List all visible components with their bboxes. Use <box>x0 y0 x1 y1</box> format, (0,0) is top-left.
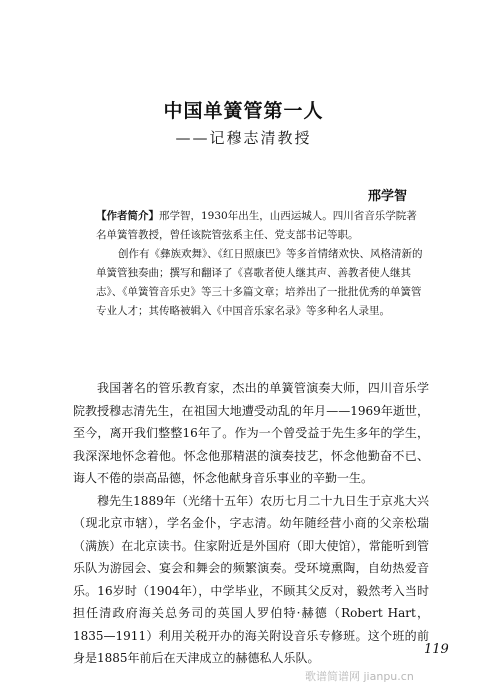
intro-paragraph-1 <box>96 207 424 245</box>
author-name: 邢学智 <box>367 189 407 204</box>
article-title: 中国单簧管第一人 <box>163 100 324 122</box>
page-number: 119 <box>424 642 449 657</box>
intro-paragraph-2: 创作有《彝族欢舞》、《红日照康巴》等多首情绪欢快、风格清新的单簧管独奏曲；撰写和翻译了《喜歌者使人继其声、善教者使人继其志》、《单簧管音乐史》等三十多篇文章；培养出了一批批优秀的单簧管专业人才；其传略被辑入《中国音乐家名录》等多种名人录里。 <box>96 248 423 317</box>
body-paragraph-2: 穆先生1889年（光绪十五年）农历七月二十九日生于京兆大兴（现北京市辖），学名金仆，字志清。幼年随经营小商的父亲松瑞（满族）在北京读书。住家附近是外国府（即大使馆），常能听到管乐队为游园会、宴会和舞会的频繁演奏。受环境熏陶，自幼热爱音乐。16岁时（1904年），中学毕业，不顾其父反对，毅然考入当时担任清政府海关总务司的英国人罗伯特·赫德（Robert Hart，1835—1911）利用关税开办的海关附设音乐专修班。这个班的前身是1885年前后在天津成立的赫德私人乐队。 <box>73 493 429 665</box>
author-intro <box>96 207 424 321</box>
site-watermark: 歌谱简谱网 jianpu.cn <box>305 670 414 683</box>
intro-label: 【作者简介】 <box>96 210 159 222</box>
intro-text-1: 邢学智，1930年出生，山西运城人。四川省音乐学院著名单簧管教授，曾任该院管弦系主任、党支部书记等职。 <box>96 210 417 241</box>
article-body <box>73 377 429 670</box>
body-paragraph-1: 我国著名的管乐教育家，杰出的单簧管演奏大师，四川音乐学院教授穆志清先生，在祖国大地遭受动乱的年月——1969年逝世，至今，离开我们整整16年了。作为一个曾受益于先生多年的学生，我深深地怀念着他。怀念他那精湛的演奏技艺，怀念他勤奋不已、诲人不倦的崇高品德，怀念他献身音乐事业的辛勤一生。 <box>73 381 429 485</box>
article-subtitle: ——记穆志清教授 <box>175 129 312 147</box>
